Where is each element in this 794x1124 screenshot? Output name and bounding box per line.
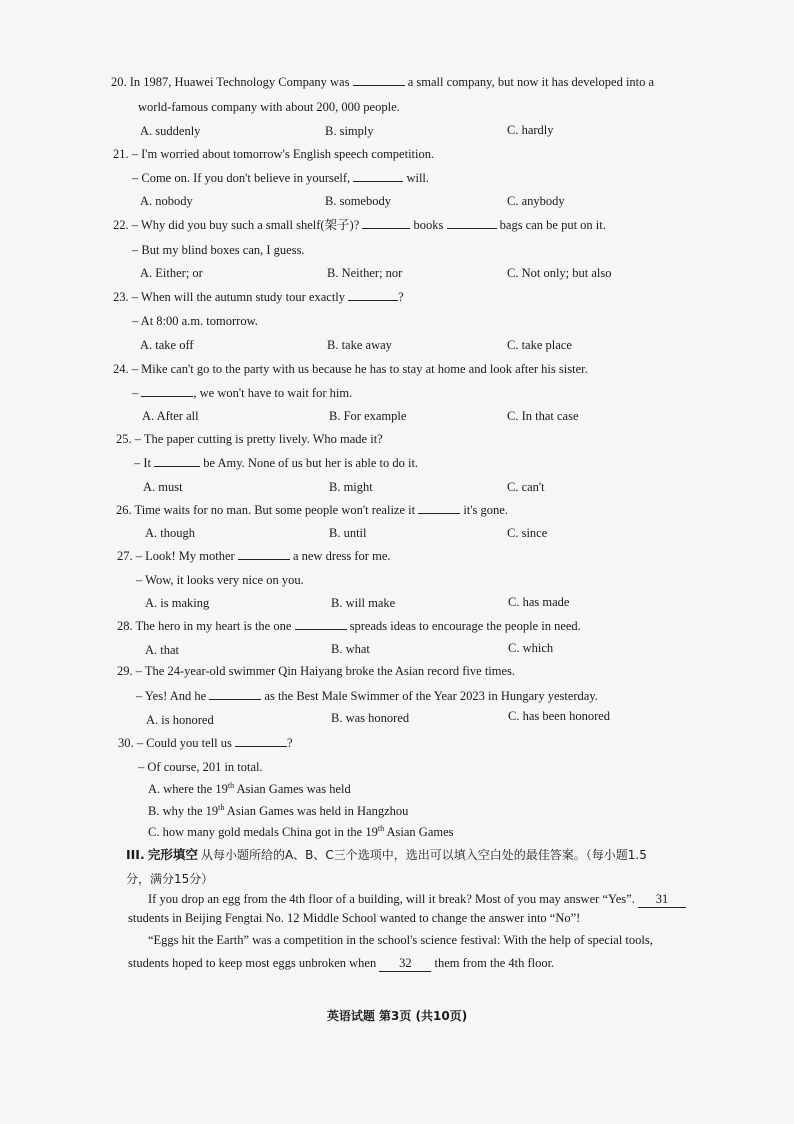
q25-option-c: C. can't [507,480,545,494]
q30-line2: – Of course, 201 in total. [138,760,263,774]
section-3-instructions: 从每小题所给的A、B、C三个选项中，选出可以填入空白处的最佳答案。（每小题1.5 [200,848,647,862]
q23-line2: – At 8:00 a.m. tomorrow. [132,314,258,328]
q26-line1: 26. Time waits for no man. But some people won't realize it it's gone. [116,503,508,517]
passage-line2: students in Beijing Fengtai No. 12 Middle School wanted to change the answer into “No”! [128,911,581,925]
q27-line2: – Wow, it looks very nice on you. [136,573,304,587]
q27-line1: 27. – Look! My mother a new dress for me. [117,549,391,563]
q27-option-c: C. has made [508,595,570,609]
q26-option-b: B. until [329,526,367,540]
q24-option-c: C. In that case [507,409,579,423]
q28-option-b: B. what [331,642,370,656]
section-3-heading [126,847,647,863]
section-3-roman: III. [126,847,145,862]
q25-line1: 25. – The paper cutting is pretty lively. Who made it? [116,432,383,446]
q24-option-b: B. For example [329,409,407,423]
q21-option-c: C. anybody [507,194,565,208]
q29-option-b: B. was honored [331,711,410,725]
q21-line1: 21. – I'm worried about tomorrow's English speech competition. [113,147,435,161]
q27-option-a: A. is making [145,596,210,610]
q29-option-c: C. has been honored [508,709,611,723]
q21-line2: – Come on. If you don't believe in yourself, will. [132,171,430,185]
section-3-title: 完形填空 [147,847,198,862]
passage-line3: “Eggs hit the Earth” was a competition in the school's science festival: With the help of special tools, [148,933,653,947]
q26-option-a: A. though [145,526,195,540]
q30-line1: 30. – Could you tell us ? [118,736,293,750]
page-footer: 英语试题 第3页 (共10页) [326,1009,468,1023]
q27-option-b: B. will make [331,596,396,610]
q24-line1: 24. – Mike can't go to the party with us because he has to stay at home and look after his sister. [113,362,588,376]
passage-line4: students hoped to keep most eggs unbroken when 32 them from the 4th floor. [128,956,555,970]
q30-option-c: C. how many gold medals China got in the 19th Asian Games [148,823,454,839]
q28-option-a: A. that [145,643,180,657]
q25-option-b: B. might [329,480,373,494]
q22-line1: 22. – Why did you buy such a small shelf(架子)? books bags can be put on it. [113,218,606,232]
q21-option-b: B. somebody [325,194,391,208]
q23-line1: 23. – When will the autumn study tour exactly ? [113,290,404,304]
q25-line2: – It be Amy. None of us but her is able to do it. [134,456,419,470]
q29-line1: 29. – The 24-year-old swimmer Qin Haiyang broke the Asian record five times. [117,664,516,678]
q24-line2: – , we won't have to wait for him. [132,386,353,400]
q23-option-a: A. take off [140,338,194,352]
q20-option-c: C. hardly [507,123,554,137]
q22-option-b: B. Neither; nor [327,266,403,280]
q22-option-c: C. Not only; but also [507,266,612,280]
q29-option-a: A. is honored [146,713,214,727]
passage-line1: If you drop an egg from the 4th floor of a building, will it break? Most of you may answer “Yes”. 31 [148,891,686,908]
section-3-instructions-cont: 分，满分15分） [126,872,214,886]
q29-line2: – Yes! And he as the Best Male Swimmer of the Year 2023 in Hungary yesterday. [136,689,598,703]
q28-line1: 28. The hero in my heart is the one spreads ideas to encourage the people in need. [117,619,581,633]
q22-line2: – But my blind boxes can, I guess. [132,243,305,257]
q20-line2: world-famous company with about 200, 000 people. [138,100,400,114]
q21-option-a: A. nobody [140,194,193,208]
q28-option-c: C. which [508,641,554,655]
q20-option-b: B. simply [325,124,374,138]
q30-option-b: B. why the 19th Asian Games was held in Hangzhou [148,802,409,818]
q22-option-a: A. Either; or [140,266,203,280]
q23-option-c: C. take place [507,338,572,352]
q20-line1: 20. In 1987, Huawei Technology Company was a small company, but now it has developed into a [111,75,655,89]
q20-option-a: A. suddenly [140,124,201,138]
q26-option-c: C. since [507,526,548,540]
blank-31: 31 [638,891,686,908]
q25-option-a: A. must [143,480,183,494]
q23-option-b: B. take away [327,338,392,352]
q30-option-a: A. where the 19th Asian Games was held [148,780,351,796]
q24-option-a: A. After all [142,409,199,423]
blank-32: 32 [379,955,431,972]
